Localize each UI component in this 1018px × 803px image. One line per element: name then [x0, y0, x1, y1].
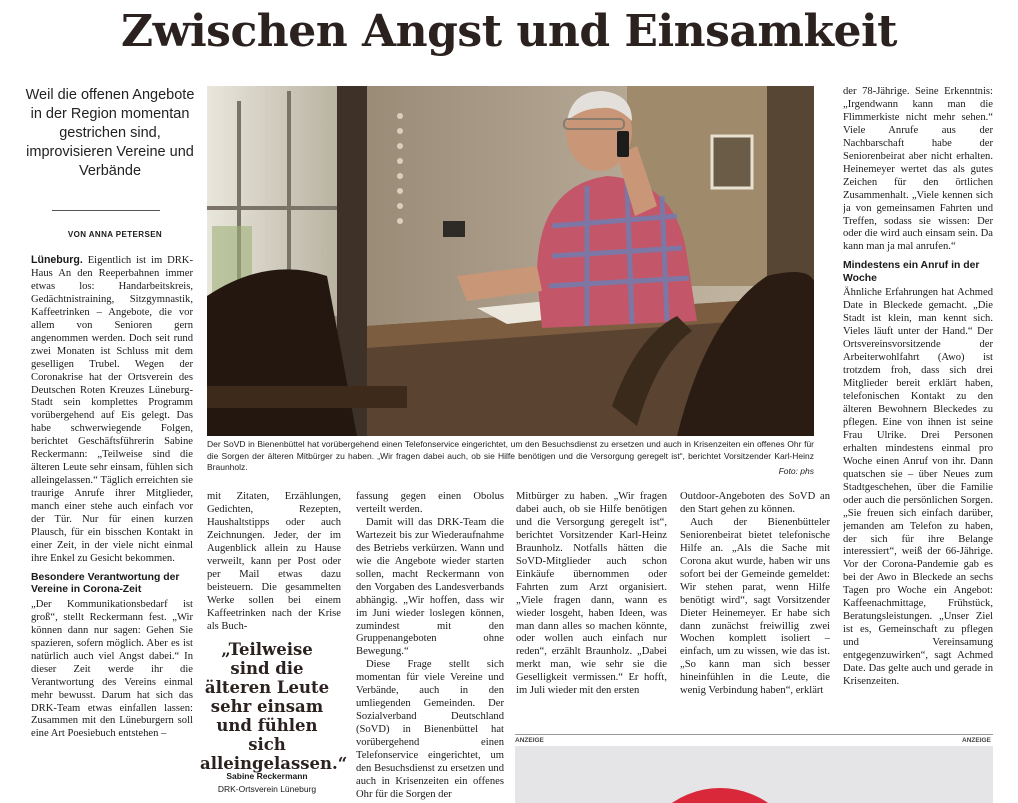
ad-label-right: ANZEIGE: [962, 737, 991, 744]
text-column-2: [207, 491, 341, 631]
article-byline: VON ANNA PETERSEN: [67, 230, 163, 239]
subheading-2: Mindestens ein Anruf in der Woche: [843, 260, 980, 284]
column-5-paragraph-2: Auch der Bienenbütteler Seniorenbeirat bietet telefonische Hilfe an. „Als die Sache mit Corona akut wurde, haben wir uns sofort bei der Gemeinde gemeldet: Wir stehen parat, wenn Hilfe benötigt wird“, sagt Vorsitzender Dieter Heinemeyer. Er habe sich dann zunächst freiwillig zwei Wochen komplett isoliert – einfach, um zu wissen, wie das ist. „So kann man sich besser hineinfühlen in die Leute, die wenig Verbindung haben“, erklärt: [680, 516, 830, 697]
pull-quote-author: Sabine Reckermann: [226, 771, 308, 781]
column-2-paragraph-1: mit Zitaten, Erzählungen, Gedichten, Rezepten, Haushaltstipps oder auch Zeichnungen. Jeder, der im Augenblick allein zu Hause verweilt, kann per Post oder per Mail etwas dazu beisteuern. Die gesammelten Werke sollen bei einem Kaffeetrinken nach der Krise als Buch-: [207, 491, 341, 631]
ad-divider: [515, 734, 993, 735]
article-headline: Zwischen Angst und Einsamkeit: [120, 6, 898, 57]
article-teaser: Weil die offenen Angebote in der Region momentan gestrichen sind, improvisieren Vereine und Verbände: [25, 87, 195, 179]
ad-label-left: ANZEIGE: [515, 737, 544, 744]
subheading-1: Besondere Verantwortung der Vereine in Corona-Zeit: [31, 571, 180, 596]
text-column-4: [516, 491, 667, 731]
column-3-paragraph-1: fassung gegen einen Obolus verteilt werden.: [356, 491, 504, 515]
column-3-paragraph-2: Damit will das DRK-Team die Wartezeit bis zur Wiederaufnahme des Betriebs verkürzen. Wann und wie die Angebote wieder starten sollen, macht Reckermann von den Vorgaben des Landesverbands abhängig. „Wir hoffen, dass wir im Juni wieder loslegen können, zumindest mit den Gruppenangeboten ohne Bewegung.“: [356, 516, 504, 658]
text-column-6: [843, 86, 993, 726]
dateline: Lüneburg.: [31, 254, 83, 266]
text-column-3: [356, 491, 504, 803]
column-3-paragraph-3: Diese Frage stellt sich momentan für viele Vereine und Verbände, auch in den umliegenden Gemeinden. Der Sozialverband Deutschland (SoVD) in Bienenbüttel hat vorübergehend einen Telefonservice eingerichtet, um den Besuchsdienst zu ersetzen und auch in Krisenzeiten ein offenes Ohr für die Sorgen der: [356, 659, 504, 800]
teaser-divider: [52, 210, 160, 211]
column-5-paragraph-1: Outdoor-Angeboten des SoVD an den Start gehen zu können.: [680, 491, 830, 515]
photo-credit: Foto: phs: [778, 466, 814, 476]
pull-quote-organization: DRK-Ortsverein Lüneburg: [217, 784, 317, 794]
pull-quote: „Teilweise sind die älteren Leute sehr einsam und fühlen sich alleingelassen.“: [200, 640, 348, 773]
column-6-paragraph-2: Ähnliche Erfahrungen hat Achmed Date in Bleckede gemacht. „Die Stadt ist klein, man kennt sich. Vieles läuft unter der Hand.“ Der Ortsvereinsvorsitzende der Arbeiterwohlfahrt (Awo) ist trotzdem froh, dass sich drei Mitglieder bereit erklärt haben, telefonischen Kontakt zu den älteren Bewohnern Bleckedes zu pflegen. Eine von ihnen ist seine Frau Ulrike. Drei Personen erhalten mindestens einmal pro Woche einen Anruf von ihr. Dann quatschen sie – über Neues zum Stadtgeschehen, über die Familie oder auch die persönlichen Sorgen. „Sie freuen sich einfach darüber, jemanden am Telefon zu haben, der sich für ihre Belange interessiert“, weiß der 66-Jährige. Vor der Corona-Pandemie gab es bei der Awo in Bleckede an sechs Tagen pro Woche ein Angebot: Kaffeenachmittage, Frühstück, Beratungsleistungen. „Unser Ziel ist es, Gemeinschaft zu pflegen und Vereinsamung entgegenzuwirken“, sagt Achmed Date. Das gelte auch und gerade in Krisenzeiten.: [843, 287, 993, 687]
column-4-paragraph-1: Mitbürger zu haben. „Wir fragen dabei auch, ob sie Hilfe benötigen und die Versorgung geregelt ist“, berichtet Vorsitzender Karl-Heinz Braunholz. Notfalls hätten die SoVD-Mitglieder auch schon Einkäufe übernommen oder Fahrten zum Arzt organisiert. „Viele fragen dann, wann es wieder losgeht, haben Ideen, was man dann alles so machen könnte, oder wollen auch einfach nur reden“, erzählt Braunholz. „Dabei merkt man, wie sehr sie die Geselligkeit vermissen.“ Er hofft, im Juli wieder mit den ersten: [516, 491, 667, 697]
advertisement[interactable]: [515, 746, 993, 803]
photo-caption: Der SoVD in Bienenbüttel hat vorübergehend einen Telefonservice eingerichtet, um den Besuchsdienst zu ersetzen und auch in Krisenzeiten ein offenes Ohr für die Sorgen der älteren Mitbürger zu haben. „Wir fragen dabei auch, ob sie Hilfe benötigen und die Versorgung geregelt ist“, berichtet Vorsitzender Karl-Heinz Braunholz.: [207, 439, 814, 473]
column-1-paragraph-1: Eigentlich ist im DRK-Haus An den Reeperbahnen immer etwas los: Handarbeitskreis, Gedächtnistraining, Sitzgymnastik, Kaffeetrinken – Angebote, die vor allem von Senioren gern angenommen werden. Doch seit rund zwei Monaten ist Schluss mit dem geselligen Trubel. Wegen der Coronakrise hat der Ortsverein des Deutschen Roten Kreuzes Lüneburg-Stadt sein komplettes Programm vorübergehend auf Eis gelegt. Das habe schwerwiegende Folgen, berichtet Geschäftsführerin Sabine Reckermann: „Teilweise sind die älteren Leute sehr einsam, fühlen sich alleingelassen.“ Täglich erreichten sie traurige Anrufe ihrer Mitglieder, manch einer stehe auch einfach vor der Tür. Nur für einen kurzen Plausch, für ein bisschen Kontakt in einer Zeit, in der viele nicht einmal ihre Enkel zu Gesicht bekommen.: [31, 255, 193, 564]
text-column-1: [31, 254, 193, 803]
photo-man-on-phone: [207, 86, 814, 436]
text-column-5: [680, 491, 830, 731]
column-1-paragraph-2: „Der Kommunikationsbedarf ist groß“, stellt Reckermann fest. „Wir können dann nur sagen: Gehen Sie spazieren, sofern möglich. Aber es ist natürlich auch viel Angst dabei.“ In dieser Zeit werde ihr die Verantwortung des Vereins einmal mehr bewusst. Darum hat sich das DRK-Team etwas einfallen lassen: Zusammen mit den Lüneburgern soll eine Art Poesiebuch entstehen –: [31, 598, 193, 740]
article-photo: [207, 86, 814, 436]
column-6-paragraph-1: der 78-Jährige. Seine Erkenntnis: „Irgendwann kann man die Flimmerkiste nicht mehr sehen.“ Viele Anrufe aus der Nachbarschaft habe der Seniorenbeirat aber nicht erhalten. Heinemeyer wertet das als gutes Zeichen für den örtlichen Zusammenhalt. „Viele kennen sich ja von gemeinsamen Fahrten und Treffen, sodass sie wissen: Der oder die wird auch einsam sein. Da kann man ja mal anrufen.“: [843, 86, 993, 253]
ad-graphic: [635, 788, 805, 803]
